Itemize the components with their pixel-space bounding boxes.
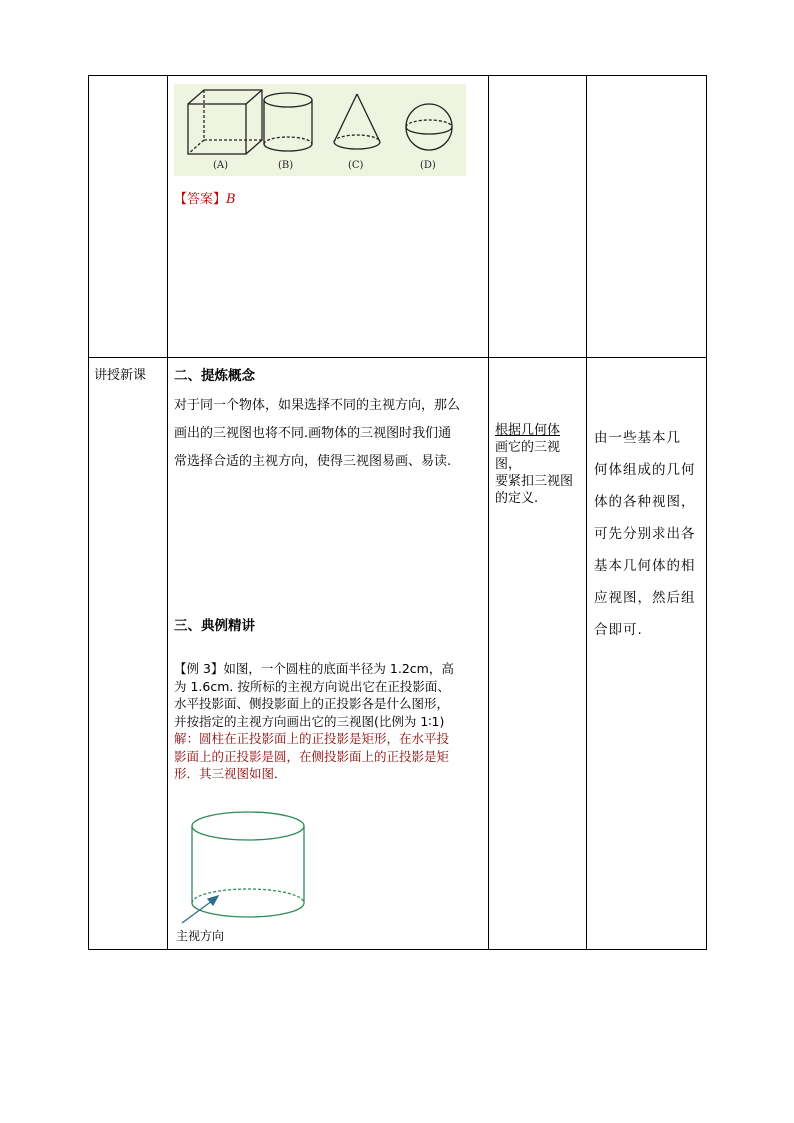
view-direction-label: 主视方向 bbox=[176, 929, 225, 943]
example-line: 并按指定的主视方向画出它的三视图(比例为 1∶1) bbox=[174, 713, 445, 729]
table-border-top bbox=[88, 75, 707, 76]
answer-label: 【答案】 bbox=[174, 192, 227, 207]
concept-paragraph bbox=[174, 392, 484, 476]
table-border-bottom bbox=[88, 949, 707, 950]
answer-line bbox=[174, 188, 236, 207]
table-border-right bbox=[706, 75, 707, 950]
example-line: 【例 3】如图，一个圆柱的底面半径为 1.2cm，高 bbox=[174, 661, 454, 676]
example-block bbox=[174, 660, 486, 783]
option-label-c: (C) bbox=[348, 160, 364, 171]
view-direction-arrow bbox=[182, 896, 218, 923]
note-line: 应视图，然后组 bbox=[594, 590, 696, 606]
note-line: 何体组成的几何 bbox=[594, 462, 696, 478]
note-line: 合即可. bbox=[594, 622, 643, 638]
option-label-b: (B) bbox=[278, 160, 294, 171]
intent-line: 的定义. bbox=[495, 491, 539, 506]
solution-line: 影面上的正投影是圆，在侧投影面上的正投影是矩 bbox=[174, 748, 450, 764]
concept-line: 对于同一个物体，如果选择不同的主视方向，那么 bbox=[174, 398, 461, 413]
answer-value: B bbox=[226, 192, 236, 207]
note-line: 体的各种视图， bbox=[594, 494, 696, 510]
example-cylinder-figure bbox=[172, 808, 322, 948]
solution-line: 形．其三视图如图． bbox=[174, 766, 287, 781]
section-heading-3: 三、典例精讲 bbox=[174, 618, 255, 634]
example-line: 为 1.6cm. 按所标的主视方向说出它在正投影面、 bbox=[174, 678, 450, 694]
note-line: 可先分别求出各 bbox=[594, 526, 696, 542]
example-line: 水平投影面、侧投影面上的正投影各是什么图形， bbox=[174, 696, 450, 711]
note-line: 由一些基本几 bbox=[594, 430, 681, 446]
concept-line: 画出的三视图也将不同.画物体的三视图时我们通 bbox=[174, 426, 452, 441]
intent-line: 要紧扣三视图 bbox=[495, 474, 574, 489]
intent-line: 画它的三视图， bbox=[495, 440, 561, 472]
concept-line: 常选择合适的主视方向，使得三视图易画、易读. bbox=[174, 454, 452, 469]
col-divider-1 bbox=[167, 75, 168, 950]
design-intent-note bbox=[495, 422, 585, 507]
option-label-d: (D) bbox=[420, 160, 436, 171]
col-divider-3 bbox=[586, 75, 587, 950]
intent-line: 根据几何体 bbox=[495, 423, 561, 438]
stage-label: 讲授新课 bbox=[94, 368, 147, 383]
table-border-left bbox=[88, 75, 89, 950]
note-line: 基本几何体的相 bbox=[594, 558, 696, 574]
option-label-a: (A) bbox=[213, 160, 229, 171]
solution-line: 解：圆柱在正投影面上的正投影是矩形，在水平投 bbox=[174, 731, 450, 746]
col-divider-2 bbox=[488, 75, 489, 950]
row-divider bbox=[88, 357, 707, 358]
solids-figure bbox=[174, 84, 466, 176]
teacher-note bbox=[594, 422, 706, 646]
section-heading-2: 二、提炼概念 bbox=[174, 368, 255, 384]
